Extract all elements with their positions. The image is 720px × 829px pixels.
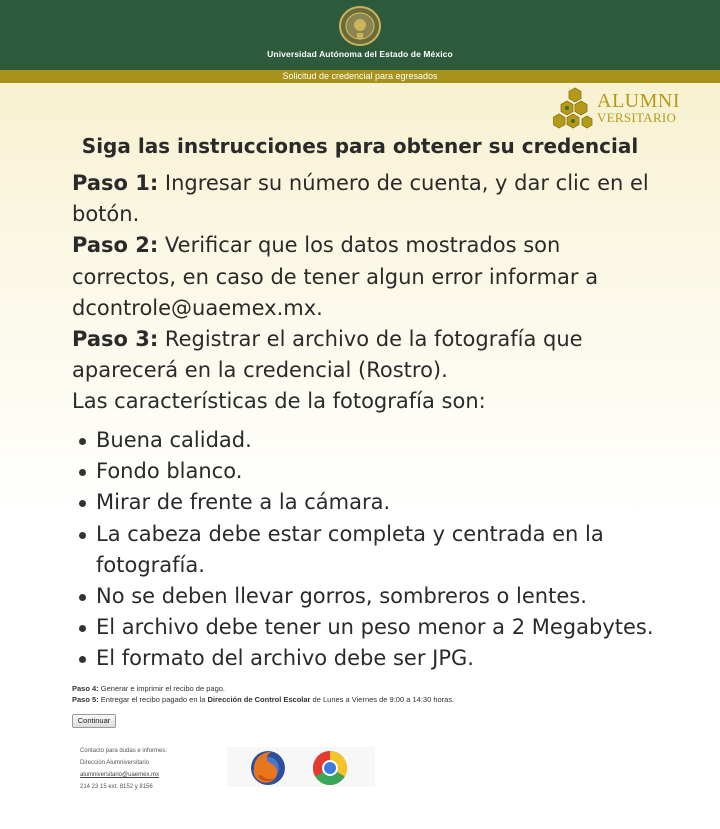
continue-button[interactable]: Continuar [72, 714, 116, 728]
header-bar [0, 0, 720, 70]
page-subtitle: Solicitud de credencial para egresados [282, 71, 438, 81]
chrome-icon[interactable] [311, 749, 349, 787]
contact-office: Dirección Alumniversitario [80, 760, 150, 766]
step-3 [72, 324, 662, 386]
step-text: Registrar el archivo de la fotografía que aparecerá en la credencial (Rostro). [72, 327, 583, 383]
step-text: Entregar el recibo pagado en la [98, 695, 208, 704]
list-item: El formato del archivo debe ser JPG. [72, 643, 662, 674]
contact-phone: 214 23 15 ext. 8152 y 8156 [80, 784, 153, 790]
step-2 [72, 230, 662, 324]
photo-requirements-list [72, 425, 662, 675]
list-item: No se deben llevar gorros, sombreros o lentes. [72, 581, 662, 612]
alumni-logo [553, 86, 680, 132]
step-label: Paso 4: [72, 684, 99, 693]
list-item: La cabeza debe estar completa y centrada en la fotografía. [72, 519, 662, 581]
firefox-icon[interactable] [249, 749, 287, 787]
features-intro: Las características de la fotografía son: [72, 389, 486, 414]
university-name: Universidad Autónoma del Estado de México [267, 49, 453, 59]
step-label: Paso 3: [72, 327, 159, 352]
contact-heading: Contacto para dudas e informes: [80, 748, 168, 754]
list-item: Buena calidad. [72, 425, 662, 456]
office-name: Dirección de Control Escolar [207, 695, 311, 704]
contact-info [80, 745, 220, 793]
step-text: de Lunes a Viernes de 9:00 a 14:30 horas. [310, 695, 455, 704]
step-label: Paso 5: [72, 695, 99, 704]
additional-steps [72, 683, 672, 705]
step-text: Ingresar su número de cuenta, y dar clic en el botón. [72, 171, 649, 227]
step-label: Paso 1: [72, 171, 159, 195]
step-text: Verificar que los datos mostrados son correctos, en caso de tener algun error informar a dcontrole@uaemex.mx. [72, 233, 599, 320]
step-label: Paso 2: [72, 233, 159, 258]
step-text: Generar e imprimir el recibo de pago. [98, 684, 225, 693]
list-item: Fondo blanco. [72, 456, 662, 487]
list-item: El archivo debe tener un peso menor a 2 Megabytes. [72, 612, 662, 643]
subtitle-bar [0, 70, 720, 83]
contact-email-link[interactable]: alumniversitario@uaemex.mx [80, 772, 160, 778]
alumni-logo-sub: VERSITARIO [597, 110, 677, 125]
uaemex-seal-icon [338, 5, 382, 47]
supported-browsers [227, 747, 375, 787]
list-item: Mirar de frente a la cámara. [72, 487, 662, 518]
alumni-logo-word: ALUMNI [597, 90, 680, 112]
step-4 [72, 683, 672, 694]
step-5 [72, 694, 672, 705]
instructions [72, 168, 662, 418]
page-title: Siga las instrucciones para obtener su credencial [81, 134, 639, 158]
hexagon-cluster-icon [553, 86, 593, 132]
step-1 [72, 168, 662, 230]
